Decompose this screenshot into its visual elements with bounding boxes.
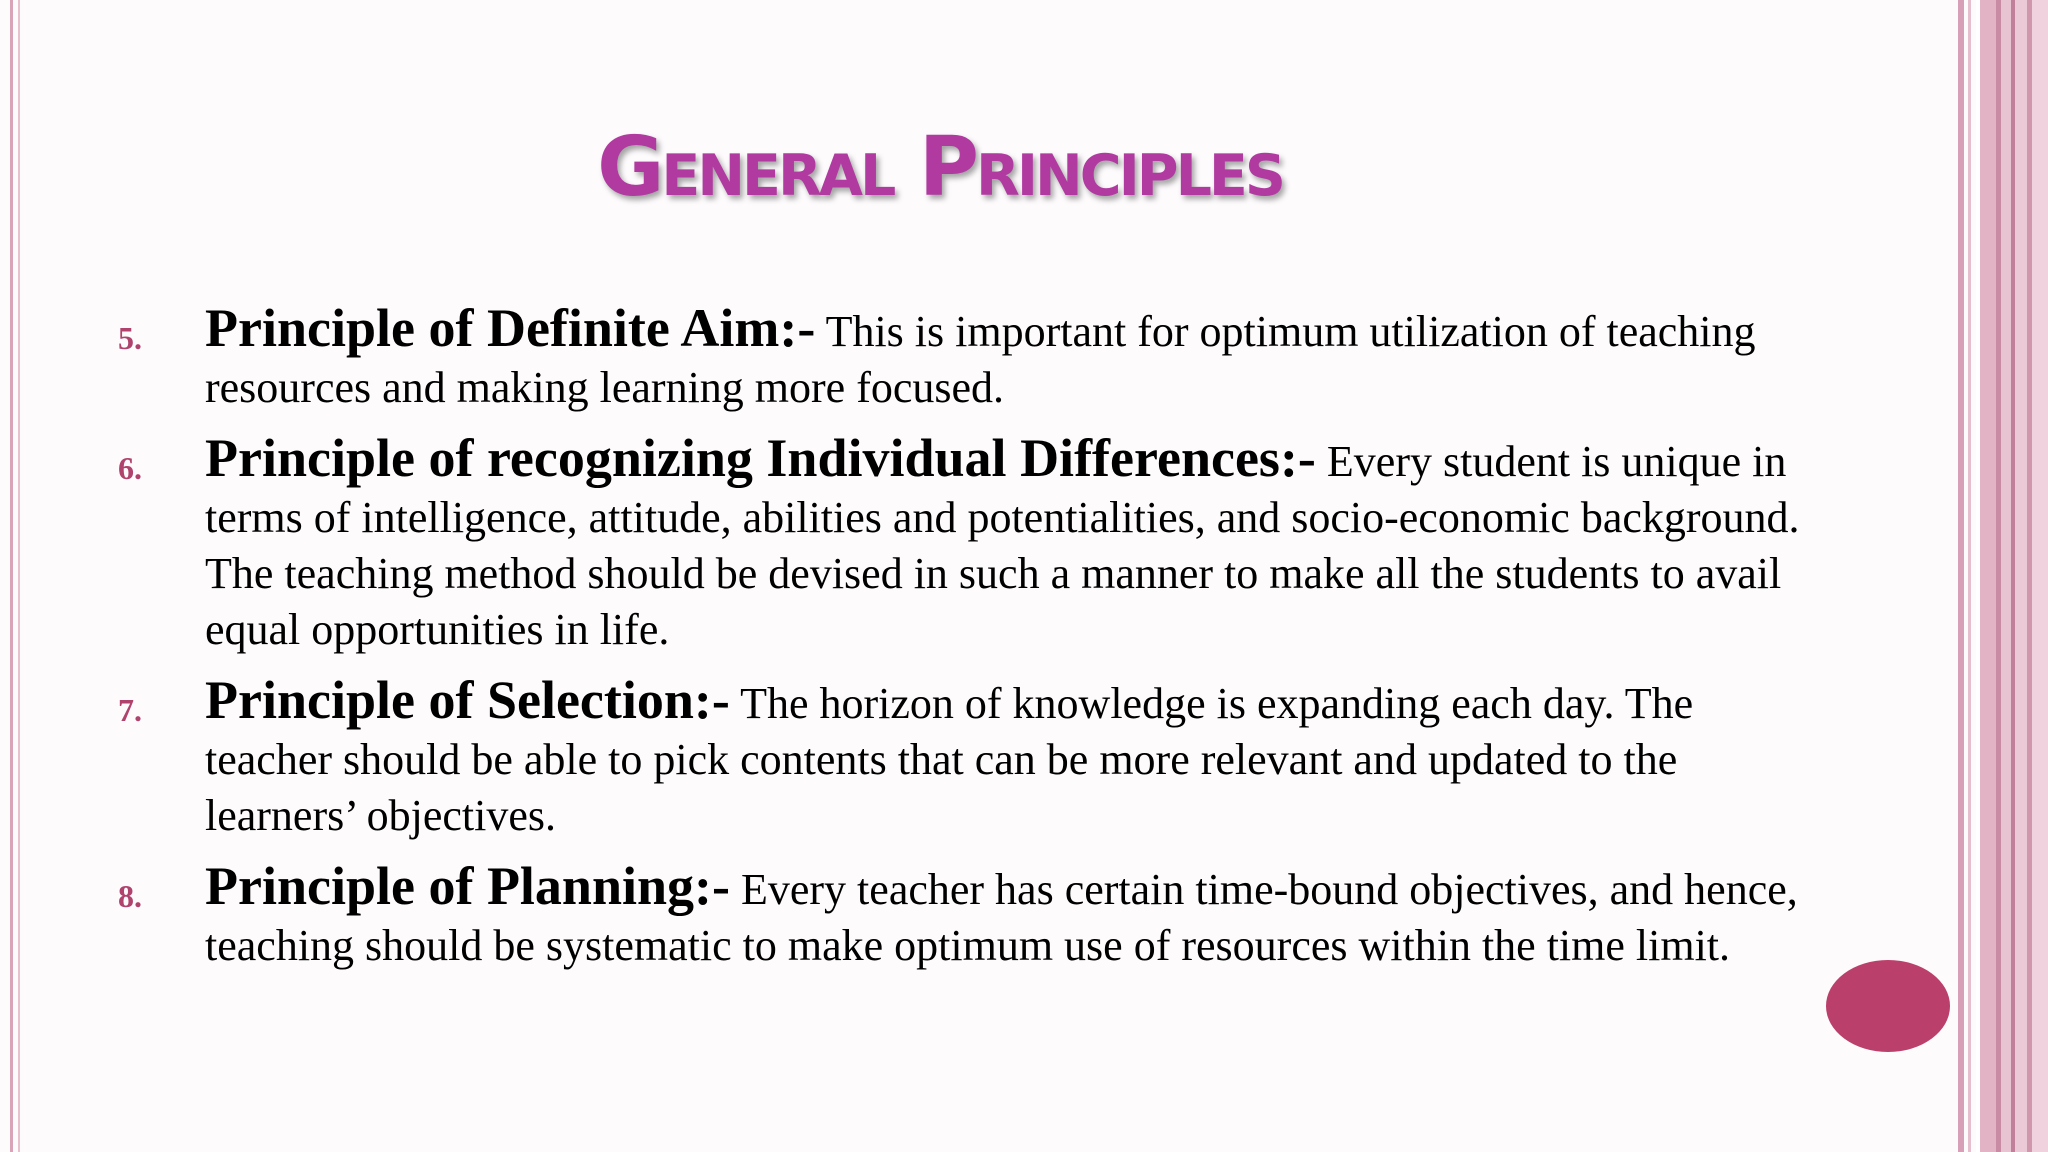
item-text: The horizon of knowledge is expanding each day. The teacher should be able to pick contents that can be more relevant and updated to the learners’ objectives. (205, 679, 1694, 840)
item-text: This is important for optimum utilization of teaching resources and making learning more focused. (205, 307, 1756, 412)
item-number: 5. (118, 320, 142, 356)
list-item (100, 300, 1820, 416)
accent-circle (1826, 960, 1950, 1052)
item-heading: Principle of Selection:- (205, 670, 730, 730)
list-item (100, 858, 1820, 974)
item-heading: Principle of Planning:- (205, 856, 730, 916)
item-text: Every teacher has certain time-bound objectives, and hence, teaching should be systematic to make optimum use of resources within the time limit. (205, 865, 1798, 970)
item-heading: Principle of recognizing Individual Differences:- (205, 428, 1316, 488)
principles-list (100, 300, 1820, 988)
item-number: 6. (118, 450, 142, 486)
list-item (100, 672, 1820, 844)
item-number: 8. (118, 878, 142, 914)
list-item (100, 430, 1820, 658)
item-text: Every student is unique in terms of intelligence, attitude, abilities and potentialities, and socio-economic background. The teaching method should be devised in such a manner to make all the students to avail equal opportunities in life. (205, 437, 1800, 654)
right-decorative-stripes (1958, 0, 2048, 1152)
item-heading: Principle of Definite Aim:- (205, 298, 816, 358)
slide-title: General Principles (597, 120, 1283, 215)
item-number: 7. (118, 692, 142, 728)
